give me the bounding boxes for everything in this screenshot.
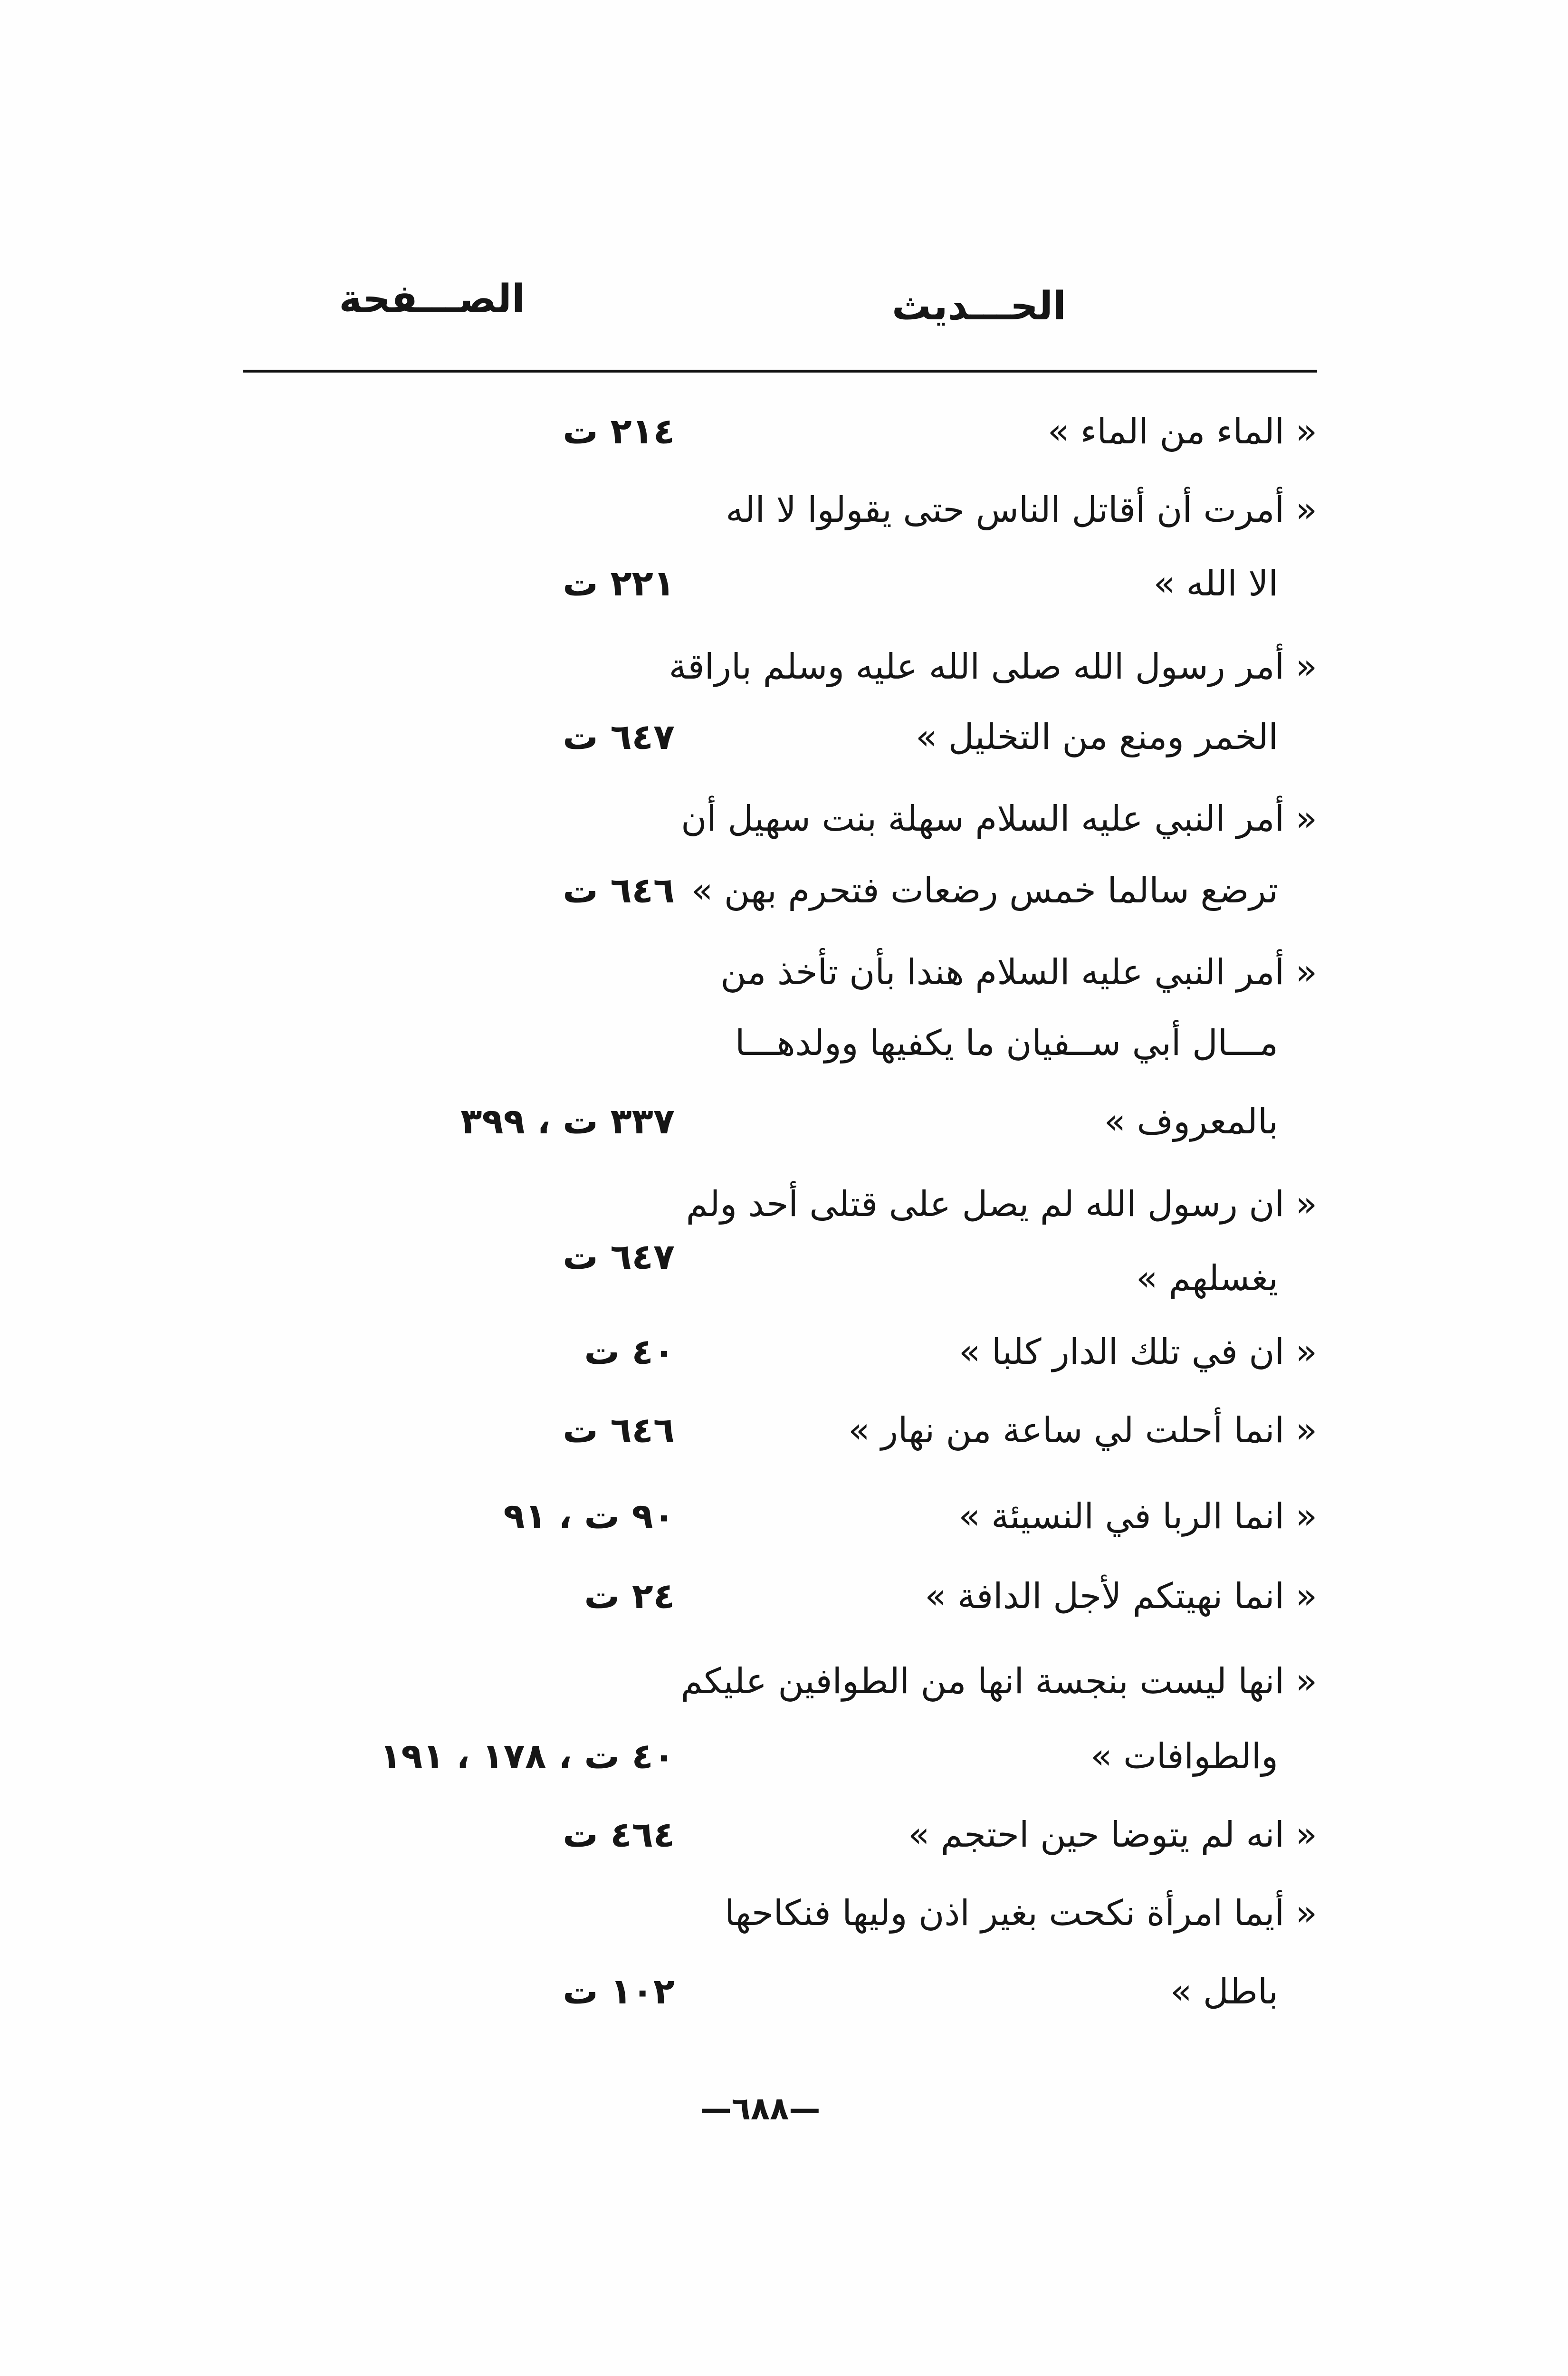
entry-line [0, 471, 1568, 549]
hadith-text-continuation: بالمعروف » [1104, 1101, 1278, 1142]
page-reference: ٢٤ ت [584, 1576, 675, 1617]
entry-line [0, 393, 1568, 470]
page-reference: ٤٦٤ ت [563, 1814, 675, 1855]
entry-line [0, 933, 1568, 1011]
entry-line [0, 1083, 1568, 1160]
entry-line [0, 1557, 1568, 1635]
entry-line [0, 1717, 1568, 1795]
hadith-text-continuation: والطوافات » [1090, 1736, 1278, 1777]
entry-line [0, 1953, 1568, 2031]
hadith-text: « الماء من الماء » [1047, 411, 1317, 452]
entry-line [0, 1874, 1568, 1952]
entry-line [0, 1165, 1568, 1243]
entry-line [0, 1391, 1568, 1469]
hadith-text: « أمر النبي عليه السلام سهلة بنت سهيل أن [681, 798, 1317, 839]
page-reference: ٤٠ ت ، ١٧٨ ، ١٩١ [380, 1736, 675, 1777]
hadith-text: « انما الربا في النسيئة » [958, 1496, 1317, 1537]
page-reference: ٢١٤ ت [563, 411, 675, 452]
page-reference: ٣٣٧ ت ، ٣٩٩ [460, 1101, 675, 1142]
entry-line [0, 780, 1568, 858]
page-reference: ١٠٢ ت [563, 1971, 675, 2012]
entry-line [0, 545, 1568, 623]
hadith-text: « ان في تلك الدار كلبا » [959, 1332, 1317, 1372]
column-header-hadith: الحـــديث [891, 284, 1066, 329]
entry-line [0, 1477, 1568, 1555]
page-number: —٦٨٨— [700, 2090, 821, 2127]
entry-line [0, 698, 1568, 776]
column-header-page: الصـــفحة [339, 277, 525, 322]
entry-line [0, 1796, 1568, 1874]
hadith-text-continuation: الخمر ومنع من التخليل » [916, 717, 1278, 757]
hadith-text-continuation: الا الله » [1153, 563, 1278, 604]
page-reference: ٦٤٧ ت [563, 717, 675, 757]
entry-line [0, 1004, 1568, 1082]
hadith-text-continuation: ترضع سالما خمس رضعات فتحرم بهن » [691, 870, 1278, 911]
page-reference: ٤٠ ت [584, 1332, 675, 1372]
hadith-text: « أيما امرأة نكحت بغير اذن وليها فنكاحها [725, 1893, 1317, 1934]
entry-line [0, 628, 1568, 706]
page-reference: ٦٤٧ ت [563, 1236, 675, 1277]
page-reference: ٦٤٦ ت [563, 1410, 675, 1451]
hadith-text-continuation: يغسلهم » [1136, 1258, 1278, 1299]
entry-line [0, 1236, 1568, 1317]
hadith-text: « انما أحلت لي ساعة من نهار » [848, 1410, 1317, 1451]
hadith-text: « أمرت أن أقاتل الناس حتى يقولوا لا اله [726, 489, 1317, 530]
header-rule [243, 370, 1317, 373]
hadith-text-continuation: باطل » [1170, 1971, 1278, 2012]
hadith-text: « انها ليست بنجسة انها من الطوافين عليكم [680, 1661, 1317, 1702]
entry-line [0, 1313, 1568, 1391]
page-reference: ٦٤٦ ت [563, 870, 675, 911]
hadith-text-continuation: مـــال أبي ســفيان ما يكفيها وولدهـــا [735, 1023, 1278, 1063]
hadith-text: « انه لم يتوضا حين احتجم » [908, 1814, 1317, 1855]
page-reference: ٩٠ ت ، ٩١ [503, 1496, 675, 1537]
hadith-text: « ان رسول الله لم يصل على قتلى أحد ولم [686, 1184, 1317, 1225]
page-reference: ٢٢١ ت [563, 563, 675, 604]
entry-line [0, 852, 1568, 929]
hadith-text: « أمر رسول الله صلى الله عليه وسلم باراقة [669, 646, 1317, 687]
entry-line [0, 1642, 1568, 1720]
hadith-text: « أمر النبي عليه السلام هندا بأن تأخذ من [720, 952, 1317, 993]
hadith-text: « انما نهيتكم لأجل الدافة » [925, 1576, 1317, 1617]
